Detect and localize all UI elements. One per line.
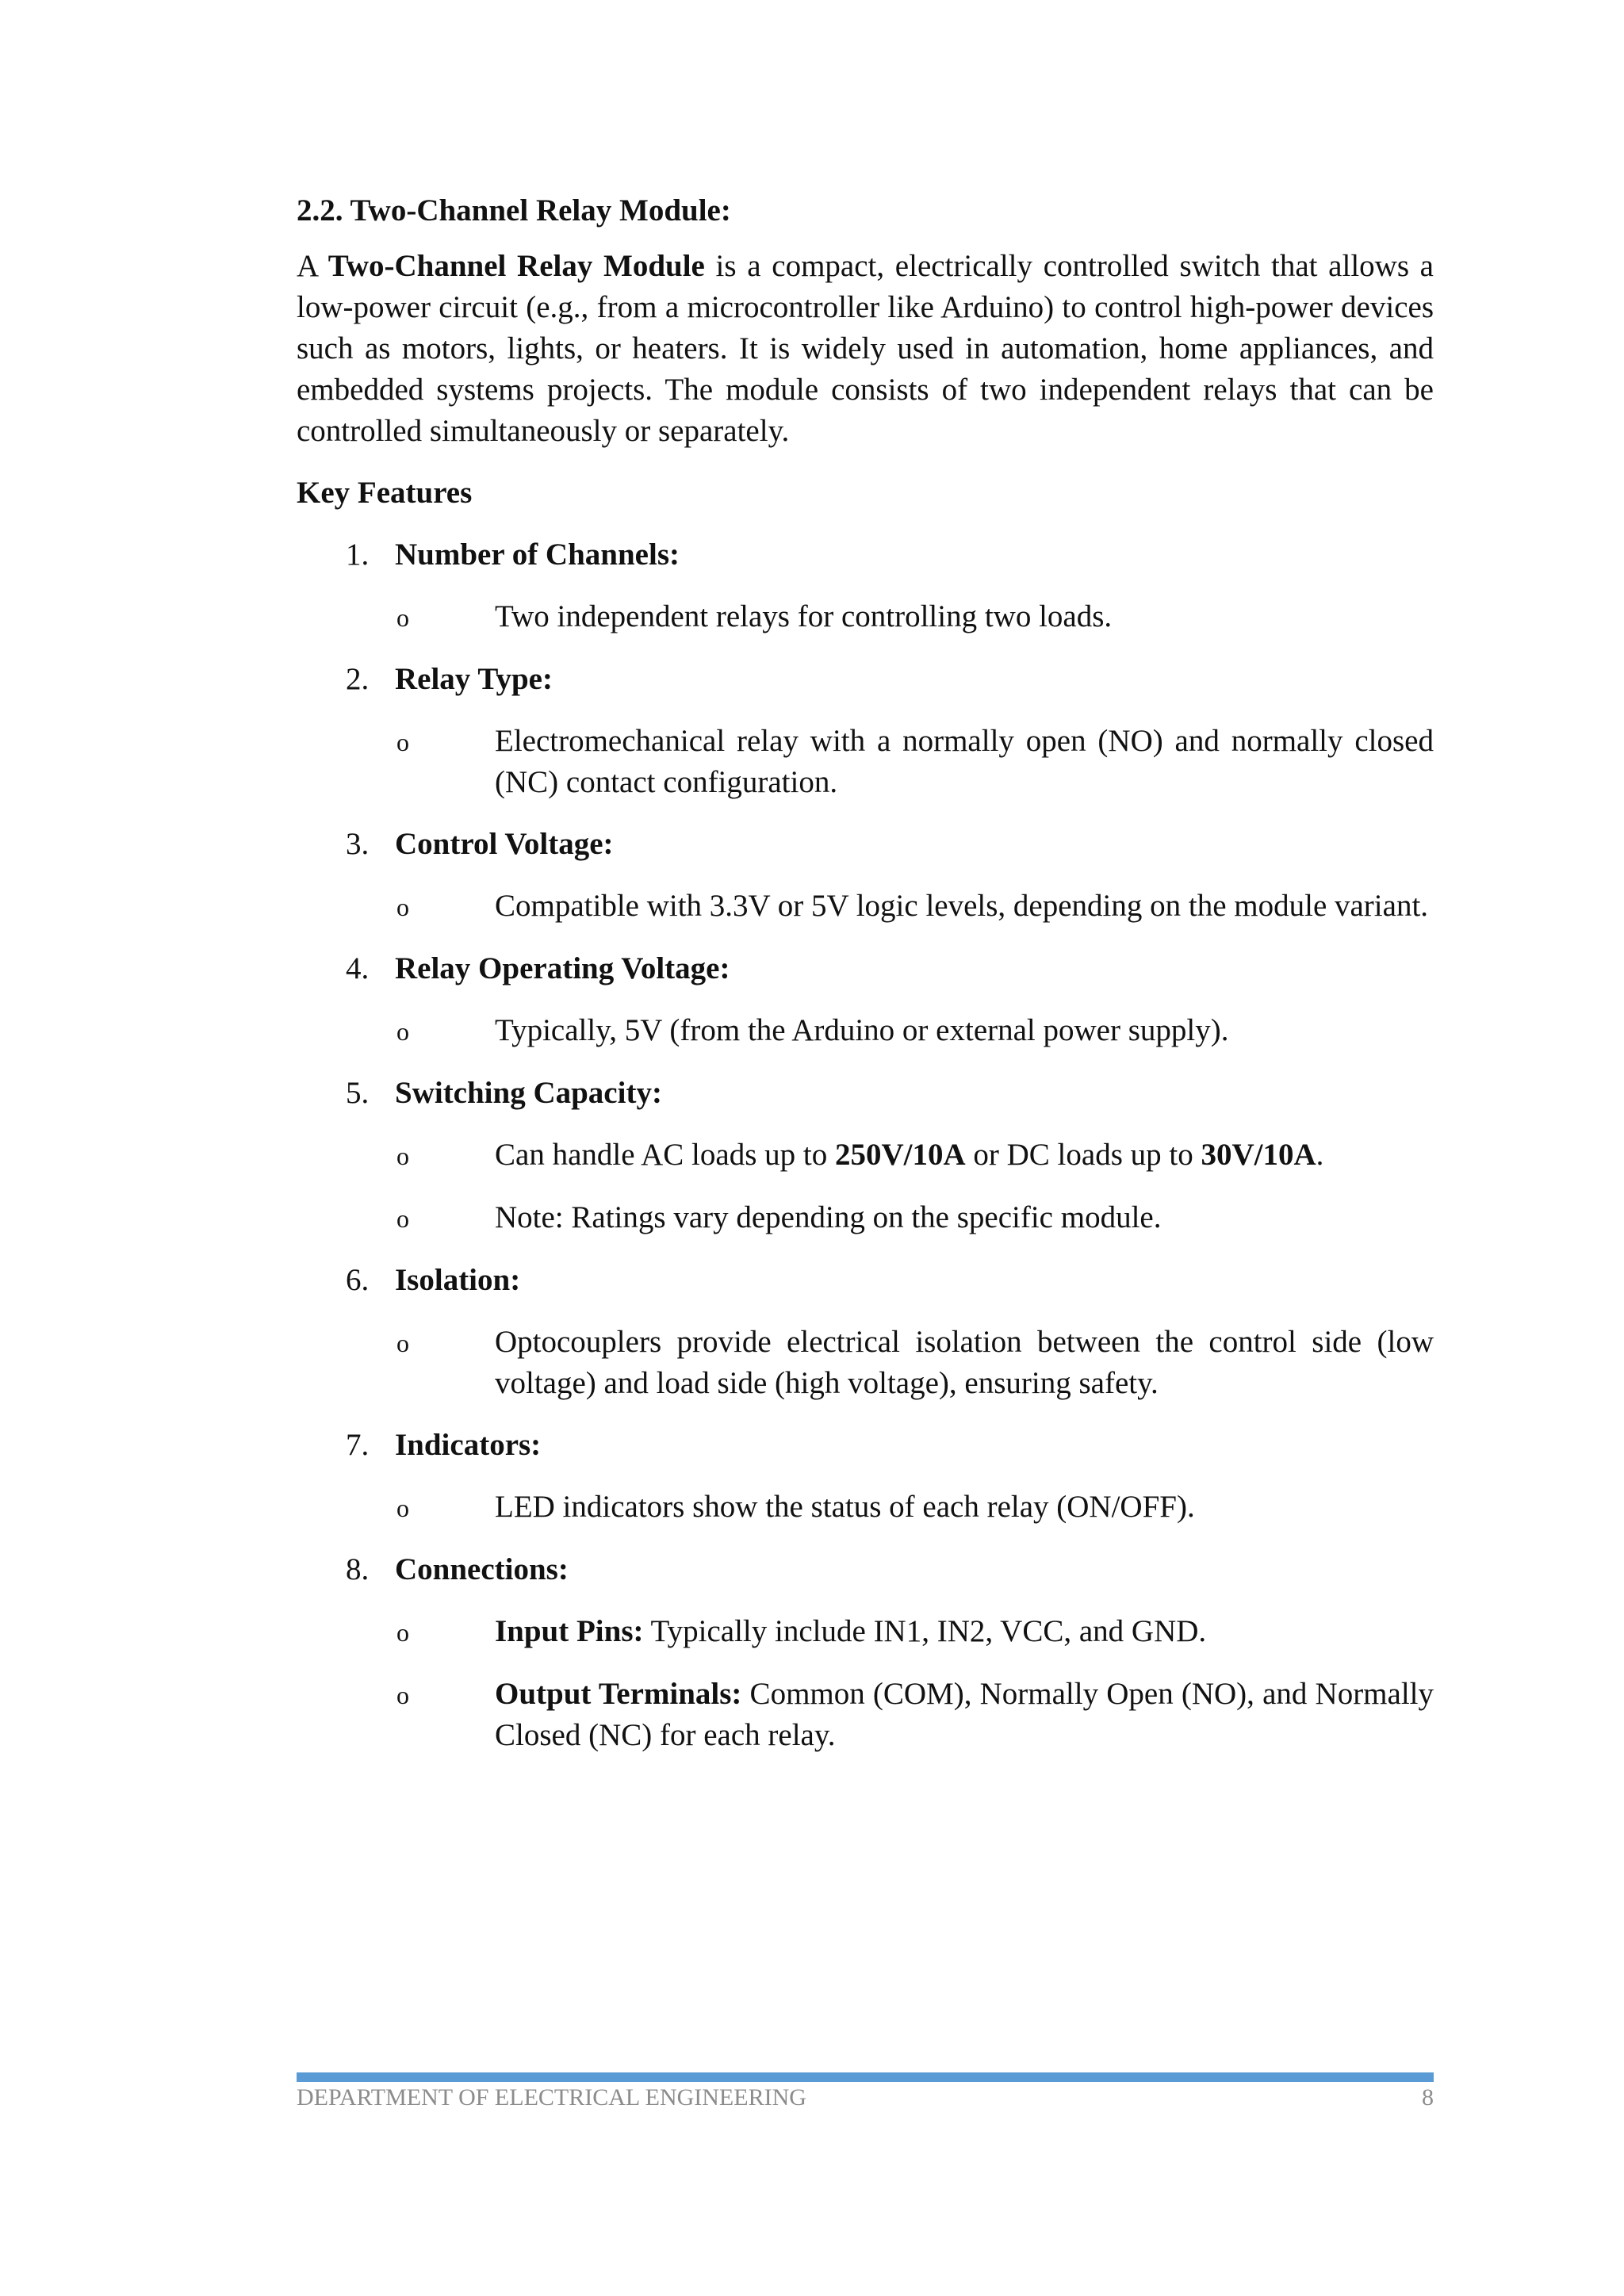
feature-title: Control Voltage: xyxy=(395,827,614,861)
bullet-list xyxy=(297,1487,1434,1529)
page-number: 8 xyxy=(1422,2084,1434,2110)
bullet-item xyxy=(297,1487,1434,1529)
bullet-text-part: Typically include IN1, IN2, VCC, and GND. xyxy=(643,1614,1207,1648)
bullet-circle-icon: o xyxy=(396,1142,409,1170)
bullet-item xyxy=(297,596,1434,638)
dc-rating: 30V/10A xyxy=(1201,1138,1316,1172)
feature-number: 6. xyxy=(346,1263,370,1297)
bullet-item xyxy=(297,1135,1434,1177)
bullet-circle-icon: o xyxy=(396,893,409,921)
feature-item xyxy=(297,1260,1434,1404)
feature-item xyxy=(297,659,1434,803)
feature-item xyxy=(297,1549,1434,1756)
feature-title: Relay Operating Voltage: xyxy=(395,951,730,985)
footer-divider xyxy=(297,2072,1434,2082)
feature-number: 7. xyxy=(346,1428,370,1462)
feature-number: 4. xyxy=(346,951,370,985)
feature-title: Connections: xyxy=(395,1552,569,1586)
key-features-title: Key Features xyxy=(297,476,473,510)
bullet-text: Optocouplers provide electrical isolation between the control side (low voltage) and load side (high voltage), ensuring safety. xyxy=(495,1325,1434,1400)
feature-item xyxy=(297,948,1434,1052)
feature-title: Isolation: xyxy=(395,1263,521,1297)
bullet-text: Note: Ratings vary depending on the specific module. xyxy=(495,1200,1162,1234)
feature-item xyxy=(297,1073,1434,1239)
feature-number: 2. xyxy=(346,662,370,696)
bullet-circle-icon: o xyxy=(396,1329,409,1357)
feature-title: Relay Type: xyxy=(395,662,553,696)
feature-list xyxy=(297,534,1434,1756)
ac-rating: 250V/10A xyxy=(834,1138,966,1172)
feature-title: Indicators: xyxy=(395,1428,542,1462)
document-page xyxy=(297,190,1434,1777)
bullet-list xyxy=(297,596,1434,638)
bullet-text xyxy=(495,1135,1434,1177)
bullet-list xyxy=(297,721,1434,803)
intro-paragraph xyxy=(297,246,1434,452)
bullet-circle-icon: o xyxy=(396,1204,409,1233)
feature-item xyxy=(297,1425,1434,1529)
bullet-text xyxy=(495,1611,1434,1653)
intro-bold-term: Two-Channel Relay Module xyxy=(327,249,705,283)
feature-item xyxy=(297,824,1434,928)
bullet-item xyxy=(297,1010,1434,1052)
bullet-list xyxy=(297,1010,1434,1052)
section-heading: 2.2. Two-Channel Relay Module: xyxy=(297,193,731,228)
bullet-item xyxy=(297,721,1434,803)
bullet-item xyxy=(297,886,1434,928)
bullet-list xyxy=(297,1322,1434,1404)
feature-title: Number of Channels: xyxy=(395,538,680,572)
bullet-text-part: Can handle AC loads up to xyxy=(495,1138,835,1172)
bullet-item xyxy=(297,1611,1434,1653)
bullet-text: Electromechanical relay with a normally open (NO) and normally closed (NC) contact configuration. xyxy=(495,724,1434,799)
intro-text: is a compact, electrically controlled switch that allows a low-power circuit (e.g., from a microcontroller like Arduino) to control high-power devices such as motors, lights, or heaters. It is widely used in automation, home appliances, and embedded systems projects. The module consists of two independent relays that can be controlled simultaneously or separately. xyxy=(297,249,1434,448)
bullet-text xyxy=(495,1674,1434,1756)
bullet-item xyxy=(297,1197,1434,1239)
bullet-list xyxy=(297,1611,1434,1756)
feature-number: 5. xyxy=(346,1076,370,1110)
feature-title: Switching Capacity: xyxy=(395,1076,662,1110)
bullet-text: Typically, 5V (from the Arduino or external power supply). xyxy=(495,1013,1229,1047)
bullet-list xyxy=(297,1135,1434,1239)
bullet-item xyxy=(297,1322,1434,1404)
page-footer xyxy=(297,2084,1434,2112)
feature-item xyxy=(297,534,1434,638)
bullet-circle-icon: o xyxy=(396,603,409,632)
feature-number: 3. xyxy=(346,827,370,861)
bullet-text: LED indicators show the status of each relay (ON/OFF). xyxy=(495,1490,1195,1524)
bullet-circle-icon: o xyxy=(396,728,409,756)
bullet-item xyxy=(297,1674,1434,1756)
bullet-label: Input Pins: xyxy=(495,1614,644,1648)
bullet-circle-icon: o xyxy=(396,1618,409,1647)
bullet-circle-icon: o xyxy=(396,1681,409,1709)
bullet-circle-icon: o xyxy=(396,1494,409,1522)
bullet-text-part: . xyxy=(1316,1138,1324,1172)
footer-department: DEPARTMENT OF ELECTRICAL ENGINEERING xyxy=(297,2084,806,2110)
bullet-text-part: or DC loads up to xyxy=(965,1138,1201,1172)
feature-number: 1. xyxy=(346,538,370,572)
bullet-circle-icon: o xyxy=(396,1017,409,1046)
intro-prefix: A xyxy=(297,249,328,283)
feature-number: 8. xyxy=(346,1552,370,1586)
bullet-label: Output Terminals: xyxy=(495,1677,742,1711)
bullet-text: Compatible with 3.3V or 5V logic levels, depending on the module variant. xyxy=(495,889,1429,923)
bullet-text: Two independent relays for controlling two loads. xyxy=(495,599,1113,633)
bullet-text-part: Common (COM), Normally Open (NO), and Normally Closed (NC) for each relay. xyxy=(495,1677,1434,1752)
bullet-list xyxy=(297,886,1434,928)
